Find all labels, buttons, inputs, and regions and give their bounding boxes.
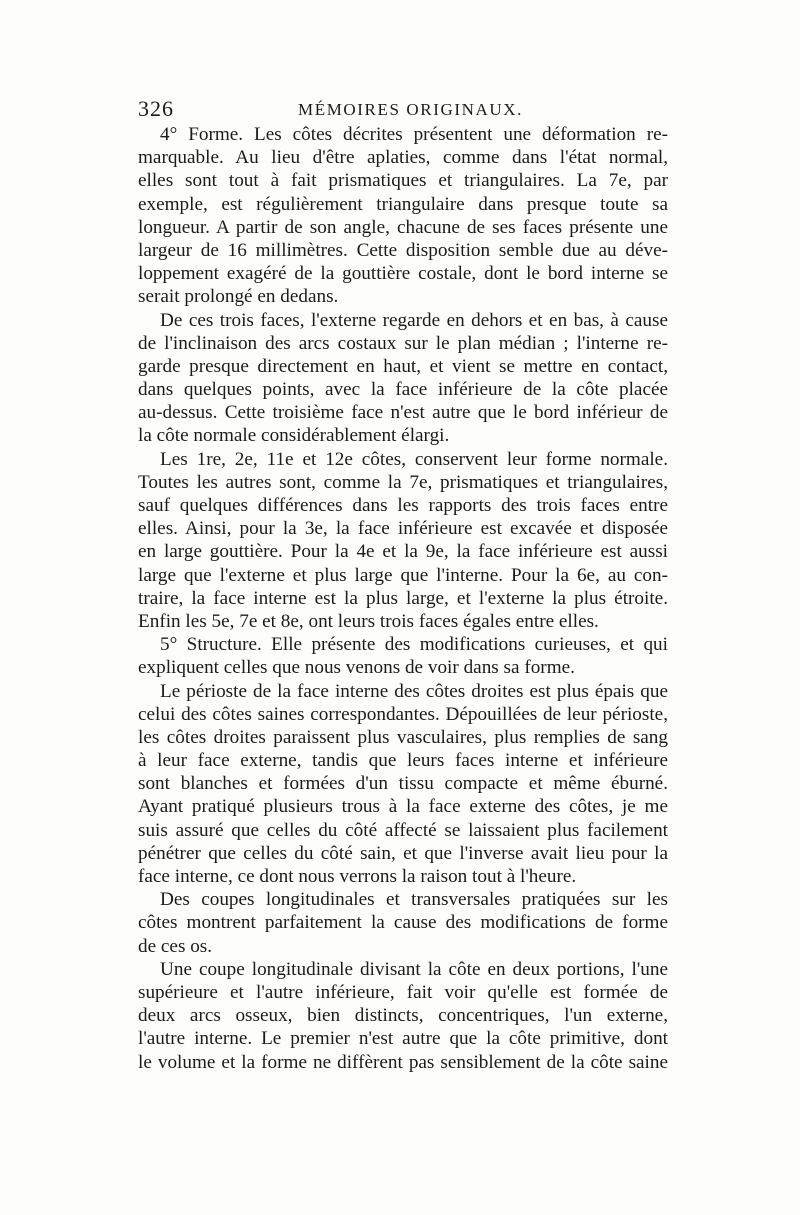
running-head [138, 96, 668, 126]
page-number: 326 [138, 96, 174, 121]
text-line: loppement exagéré de la gouttière costale, dont le bord interne se [138, 263, 668, 285]
text-line: sauf quelques différences dans les rapports des trois faces entre [138, 495, 668, 516]
text-line: en large gouttière. Pour la 4e et la 9e, la face inférieure est aussi [138, 541, 668, 563]
text-line: traire, la face interne est la plus large, et l'externe la plus étroite. [138, 587, 668, 609]
text-line: l'autre interne. Le premier n'est autre que la côte primitive, dont [138, 1028, 668, 1050]
text-line: celui des côtes saines correspondantes. Dépouillées de leur périoste, [138, 703, 668, 725]
text-line: elles sont tout à fait prismatiques et triangulaires. La 7e, par [138, 170, 668, 192]
text-line: dans quelques points, avec la face inférieure de la côte placée [138, 379, 668, 401]
text-line: côtes montrent parfaitement la cause des modifications de forme [138, 912, 668, 934]
text-line: largeur de 16 millimètres. Cette disposition semble due au déve- [138, 239, 668, 261]
running-title: MÉMOIRES ORIGINAUX. [298, 100, 523, 119]
text-line: marquable. Au lieu d'être aplaties, comme dans l'état normal, [138, 147, 668, 169]
text-line: expliquent celles que nous venons de voir dans sa forme. [138, 657, 575, 679]
text-line: Le périoste de la face interne des côtes droites est plus épais que [160, 680, 668, 702]
text-line: les côtes droites paraissent plus vasculaires, plus remplies de sang [138, 726, 668, 748]
text-line: sont blanches et formées d'un tissu compacte et même éburné. [138, 773, 668, 795]
text-line: garde presque directement en haut, et vient se mettre en contact, [138, 355, 668, 377]
text-line: le volume et la forme ne diffèrent pas sensiblement de la côte saine [138, 1051, 668, 1073]
text-line: 5° Structure. Elle présente des modifications curieuses, et qui [160, 634, 668, 656]
text-line: exemple, est régulièrement triangulaire dans presque toute sa [138, 193, 668, 215]
text-line: 4° Forme. Les côtes décrites présentent une déformation re- [160, 124, 668, 145]
text-line: de ces os. [138, 935, 213, 957]
text-line: au-dessus. Cette troisième face n'est autre que le bord inférieur de [138, 402, 668, 424]
text-line: de l'inclinaison des arcs costaux sur le plan médian ; l'interne re- [138, 332, 668, 354]
text-line: à leur face externe, tandis que leurs faces interne et inférieure [138, 750, 668, 772]
text-line: Ayant pratiqué plusieurs trous à la face externe des côtes, je me [138, 796, 668, 818]
text-line: pénétrer que celles du côté sain, et que l'inverse avait lieu pour la [138, 842, 668, 864]
text-line: la côte normale considérablement élargi. [138, 425, 450, 447]
text-line: longueur. A partir de son angle, chacune de ses faces présente une [138, 216, 668, 238]
text-line: supérieure et l'autre inférieure, fait voir qu'elle est formée de [138, 981, 668, 1003]
text-line: face interne, ce dont nous verrons la raison tout à l'heure. [138, 866, 577, 887]
text-line: large que l'externe et plus large que l'interne. Pour la 6e, au con- [138, 564, 668, 586]
text-line: suis assuré que celles du côté affecté se laissaient plus facilement [138, 819, 668, 841]
text-line: Toutes les autres sont, comme la 7e, prismatiques et triangulaires, [138, 471, 668, 493]
body-text [138, 123, 668, 1074]
text-line: serait prolongé en dedans. [138, 286, 339, 308]
text-line: De ces trois faces, l'externe regarde en dehors et en bas, à cause [160, 309, 668, 331]
text-line: Enfin les 5e, 7e et 8e, ont leurs trois faces égales entre elles. [138, 610, 599, 632]
text-line: deux arcs osseux, bien distincts, concentriques, l'un externe, [138, 1005, 668, 1027]
text-line: Des coupes longitudinales et transversales pratiquées sur les [160, 889, 668, 911]
text-line: elles. Ainsi, pour la 3e, la face inférieure est excavée et disposée [138, 518, 668, 540]
text-line: Une coupe longitudinale divisant la côte en deux portions, l'une [160, 958, 668, 980]
text-line: Les 1re, 2e, 11e et 12e côtes, conservent leur forme normale. [160, 448, 668, 470]
